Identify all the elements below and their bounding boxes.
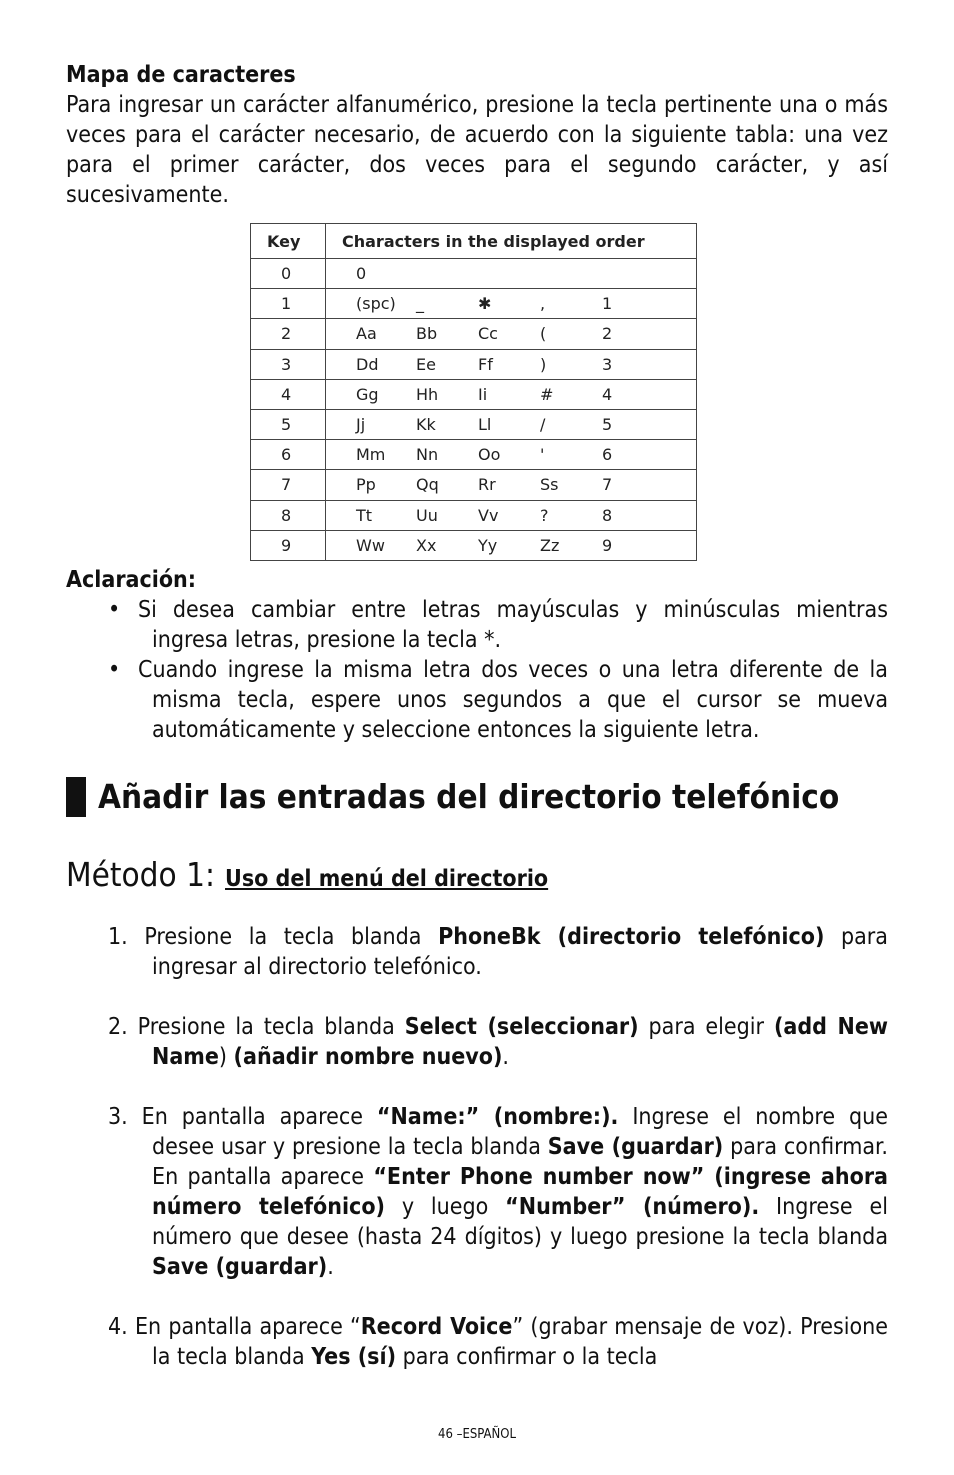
char-entry: (: [540, 324, 547, 344]
char-entry: Bb: [416, 324, 438, 344]
table-header-key: Key: [251, 224, 326, 259]
step-text: para confirmar. En pantalla aparece: [152, 1134, 888, 1190]
step-text: Ingrese el nombre que desee usar y presione la tecla blanda: [152, 1104, 888, 1160]
section-title: Añadir las entradas del directorio telefónico: [98, 777, 840, 816]
step-number: 2.: [108, 1014, 128, 1040]
key-cell: 8: [251, 500, 326, 530]
char-entry: Dd: [356, 354, 379, 374]
char-entry: ?: [540, 505, 549, 525]
char-entry: Ww: [356, 535, 385, 555]
char-entry: Ff: [478, 354, 493, 374]
bullet-icon: •: [108, 597, 121, 623]
chars-cell: [326, 440, 697, 470]
char-entry: Nn: [416, 445, 439, 465]
char-entry: Gg: [356, 384, 379, 404]
key-cell: 0: [251, 259, 326, 289]
char-entry: Xx: [416, 535, 437, 555]
key-cell: 6: [251, 440, 326, 470]
step-text: “Enter Phone number now” (ingrese ahora número telefónico): [152, 1164, 888, 1220]
char-map-intro: Para ingresar un carácter alfanumérico, presione la tecla pertinente una o más veces para el carácter necesario, de acuerdo con la siguiente tabla: una vez para el primer carácter, dos veces para el segundo carácter, y así sucesivamente.: [66, 92, 888, 208]
step-number: 4.: [108, 1314, 128, 1340]
chars-cell: [326, 289, 697, 319]
step-text: PhoneBk (directorio telefónico): [438, 924, 825, 950]
method-subtitle: Uso del menú del directorio: [225, 866, 549, 892]
char-entry: 9: [602, 535, 613, 555]
page-footer: 46 –ESPAÑOL: [438, 1427, 516, 1442]
char-entry: ): [540, 354, 547, 374]
chars-cell: [326, 500, 697, 530]
char-entry: ': [540, 445, 545, 465]
char-entry: Pp: [356, 475, 376, 495]
step-text: Presione la tecla blanda: [137, 1014, 405, 1040]
char-entry: ,: [540, 294, 546, 314]
char-entry: [602, 264, 664, 283]
list-item: [106, 655, 888, 745]
section-heading: [66, 777, 839, 817]
table-body: [251, 259, 697, 561]
step-text: Ingrese el número que desee (hasta 24 dígitos) y luego presione la tecla blanda: [152, 1194, 888, 1250]
char-entry: Qq: [416, 475, 439, 495]
char-entry: Tt: [356, 505, 373, 525]
char-entry: 5: [602, 415, 613, 435]
char-entry: 1: [602, 294, 613, 314]
table-row: [251, 470, 697, 500]
step-item: [108, 1312, 888, 1372]
step-item: [108, 922, 888, 982]
chars-cell: [326, 379, 697, 409]
key-cell: 4: [251, 379, 326, 409]
char-map-section: [66, 60, 888, 210]
char-entry: #: [540, 384, 554, 404]
notes-title: Aclaración:: [66, 567, 197, 593]
char-entry: Vv: [478, 505, 499, 525]
step-text: Yes (sí): [311, 1344, 397, 1370]
key-cell: 7: [251, 470, 326, 500]
char-entry: Jj: [356, 415, 366, 435]
character-table-wrapper: [250, 223, 697, 561]
step-text: Record Voice: [360, 1314, 513, 1340]
char-entry: Mm: [356, 445, 386, 465]
chars-cell: [326, 349, 697, 379]
step-text: y luego: [385, 1194, 506, 1220]
char-entry: 7: [602, 475, 613, 495]
step-text: “Name:” (nombre:).: [376, 1104, 619, 1130]
table-header-chars: Characters in the displayed order: [326, 224, 697, 259]
character-table: [250, 223, 697, 561]
char-entry: Aa: [356, 324, 377, 344]
char-entry: 2: [602, 324, 613, 344]
note-text: Si desea cambiar entre letras mayúsculas y minúsculas mientras ingresa letras, presione la tecla *.: [138, 597, 888, 653]
step-text: ): [218, 1044, 234, 1070]
char-entry: ✱: [478, 294, 492, 314]
step-text: (add New Name: [152, 1014, 888, 1070]
char-entry: 4: [602, 384, 613, 404]
step-item: [108, 1102, 888, 1282]
step-text: Presione la tecla blanda: [144, 924, 439, 950]
key-cell: 5: [251, 409, 326, 439]
step-text: para elegir: [638, 1014, 774, 1040]
key-cell: 2: [251, 319, 326, 349]
table-row: [251, 500, 697, 530]
step-text: En pantalla aparece: [141, 1104, 377, 1130]
table-row: [251, 530, 697, 560]
table-row: [251, 349, 697, 379]
chars-cell: [326, 409, 697, 439]
char-entry: Uu: [416, 505, 438, 525]
step-text: Save (guardar): [547, 1134, 724, 1160]
heading-bar-icon: [66, 777, 86, 817]
char-entry: Ee: [416, 354, 436, 374]
key-cell: 3: [251, 349, 326, 379]
step-text: .: [502, 1044, 509, 1070]
list-item: [106, 595, 888, 655]
char-entry: _: [416, 294, 424, 314]
method-heading: [66, 853, 548, 897]
chars-cell: [326, 470, 697, 500]
step-item: [108, 1012, 888, 1072]
char-entry: Ii: [478, 384, 488, 404]
step-text: para confirmar o la tecla: [396, 1344, 658, 1370]
char-entry: /: [540, 415, 546, 435]
chars-cell: [326, 530, 697, 560]
step-text: “Number” (número).: [505, 1194, 760, 1220]
chars-cell: [326, 319, 697, 349]
char-entry: Ss: [540, 475, 559, 495]
char-entry: (spc): [356, 294, 396, 314]
step-text: .: [327, 1254, 334, 1280]
key-cell: 1: [251, 289, 326, 319]
char-entry: Kk: [416, 415, 436, 435]
char-entry: [416, 264, 478, 283]
char-entry: Hh: [416, 384, 439, 404]
table-row: [251, 289, 697, 319]
char-entry: 8: [602, 505, 613, 525]
char-entry: Oo: [478, 445, 501, 465]
char-entry: 0: [356, 264, 367, 284]
key-cell: 9: [251, 530, 326, 560]
char-entry: Ll: [478, 415, 492, 435]
notes-list: [106, 595, 888, 745]
step-number: 3.: [108, 1104, 128, 1130]
char-entry: Yy: [478, 535, 498, 555]
step-text: (añadir nombre nuevo): [233, 1044, 503, 1070]
table-header-row: [251, 224, 697, 259]
step-number: 1.: [108, 924, 128, 950]
note-text: Cuando ingrese la misma letra dos veces o una letra diferente de la misma tecla, espere unos segundos a que el cursor se mueva automáticamente y seleccione entonces la siguiente letra.: [138, 657, 888, 743]
char-entry: [540, 264, 602, 283]
method-label: Método 1:: [66, 855, 216, 894]
step-text: Select (seleccionar): [404, 1014, 639, 1040]
char-entry: Rr: [478, 475, 496, 495]
step-text: Save (guardar): [152, 1254, 328, 1280]
table-row: [251, 379, 697, 409]
steps-list: [108, 922, 888, 1402]
char-entry: 6: [602, 445, 613, 465]
table-row: [251, 259, 697, 289]
char-entry: 3: [602, 354, 613, 374]
char-entry: Zz: [540, 535, 560, 555]
table-row: [251, 409, 697, 439]
step-text: ” (grabar mensaje de voz). Presione la tecla blanda: [152, 1314, 889, 1370]
char-entry: Cc: [478, 324, 498, 344]
step-text: En pantalla aparece “: [134, 1314, 361, 1340]
step-text: para ingresar al directorio telefónico.: [152, 924, 888, 980]
table-row: [251, 319, 697, 349]
table-row: [251, 440, 697, 470]
chars-cell: [326, 259, 697, 289]
char-entry: [478, 264, 540, 283]
bullet-icon: •: [108, 657, 121, 683]
char-map-title: Mapa de caracteres: [66, 62, 296, 88]
